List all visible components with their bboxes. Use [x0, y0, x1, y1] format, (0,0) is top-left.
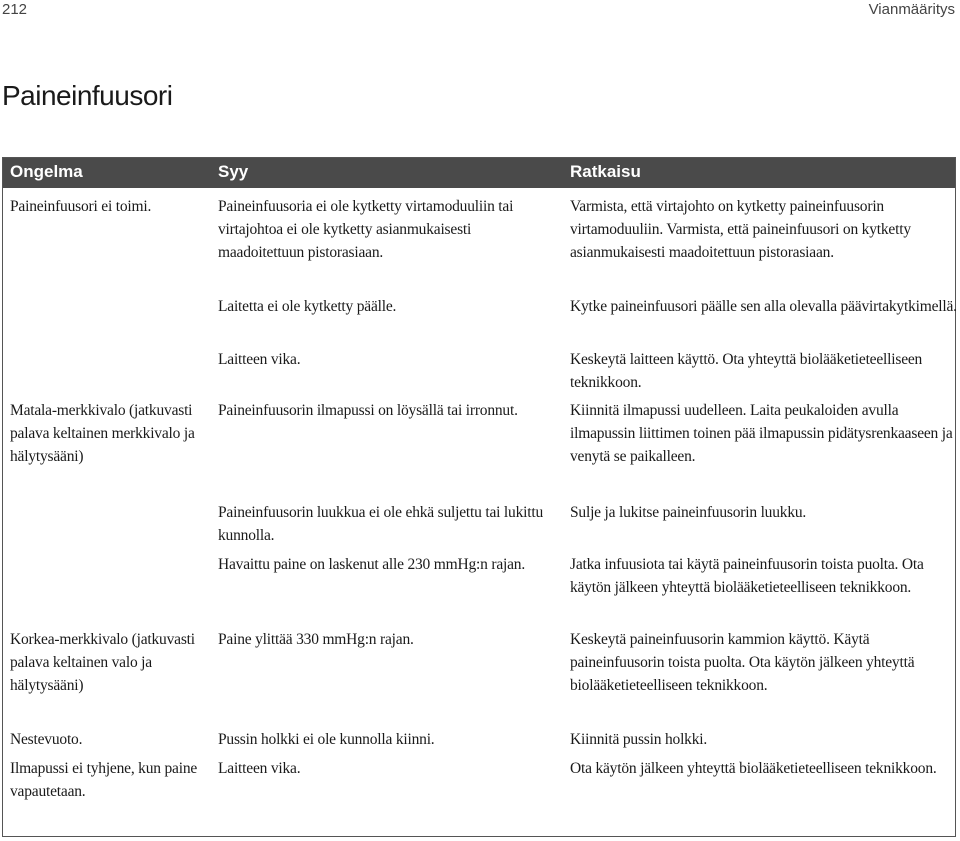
cause-cell: Pussin holkki ei ole kunnolla kiinni. — [218, 731, 435, 748]
solution-cell: Sulje ja lukitse paineinfuusorin luukku. — [570, 504, 807, 521]
cause-cell: Paineinfuusorin ilmapussi on löysällä tai irronnut. — [218, 402, 518, 419]
page-number: 212 — [2, 1, 28, 18]
column-header-problem: Ongelma — [10, 162, 83, 181]
problem-cell: Matala-merkkivalo (jatkuvasti palava keltainen merkkivalo ja hälytysääni) — [10, 402, 195, 465]
problem-cell: Korkea-merkkivalo (jatkuvasti palava keltainen valo ja hälytysääni) — [10, 631, 195, 694]
solution-cell: Ota käytön jälkeen yhteyttä biolääketieteelliseen teknikkoon. — [570, 760, 937, 777]
troubleshooting-table — [2, 157, 956, 837]
solution-cell: Kiinnitä pussin holkki. — [570, 731, 708, 748]
cause-cell: Havaittu paine on laskenut alle 230 mmHg:n rajan. — [218, 556, 526, 573]
solution-cell: Keskeytä laitteen käyttö. Ota yhteyttä biolääketieteelliseen teknikkoon. — [570, 351, 923, 391]
table-header — [3, 158, 955, 188]
solution-cell: Kiinnitä ilmapussi uudelleen. Laita peukaloiden avulla ilmapussin liittimen toinen pää ilmapussin pidätysrenkaaseen ja venytä se paikalleen. — [570, 402, 953, 465]
problem-cell: Paineinfuusori ei toimi. — [10, 198, 152, 215]
section-label: Vianmääritys — [868, 1, 955, 18]
cause-cell: Laitetta ei ole kytketty päälle. — [218, 298, 397, 315]
column-header-solution: Ratkaisu — [570, 162, 641, 181]
solution-cell: Kytke paineinfuusori päälle sen alla olevalla päävirtakytkimellä. — [570, 298, 957, 315]
page-title: Paineinfuusori — [2, 80, 173, 111]
cause-cell: Paineinfuusorin luukkua ei ole ehkä suljettu tai lukittu kunnolla. — [218, 504, 544, 544]
solution-cell: Jatka infuusiota tai käytä paineinfuusorin toista puolta. Ota käytön jälkeen yhteyttä biolääketieteelliseen teknikkoon. — [570, 556, 924, 596]
problem-cell: Ilmapussi ei tyhjene, kun paine vapautetaan. — [10, 760, 198, 800]
problem-cell: Nestevuoto. — [10, 731, 83, 748]
column-header-cause: Syy — [218, 162, 249, 181]
cause-cell: Paine ylittää 330 mmHg:n rajan. — [218, 631, 414, 648]
cause-cell: Laitteen vika. — [218, 351, 301, 368]
solution-cell: Keskeytä paineinfuusorin kammion käyttö. Käytä paineinfuusorin toista puolta. Ota käytön jälkeen yhteyttä biolääketieteelliseen teknikkoon. — [570, 631, 915, 694]
cause-cell: Laitteen vika. — [218, 760, 301, 777]
cause-cell: Paineinfuusoria ei ole kytketty virtamoduuliin tai virtajohtoa ei ole kytketty asianmukaisesti maadoitettuun pistorasiaan. — [218, 198, 514, 261]
solution-cell: Varmista, että virtajohto on kytketty paineinfuusorin virtamoduuliin. Varmista, että paineinfuusori on kytketty asianmukaisesti maadoitettuun pistorasiaan. — [570, 198, 911, 261]
